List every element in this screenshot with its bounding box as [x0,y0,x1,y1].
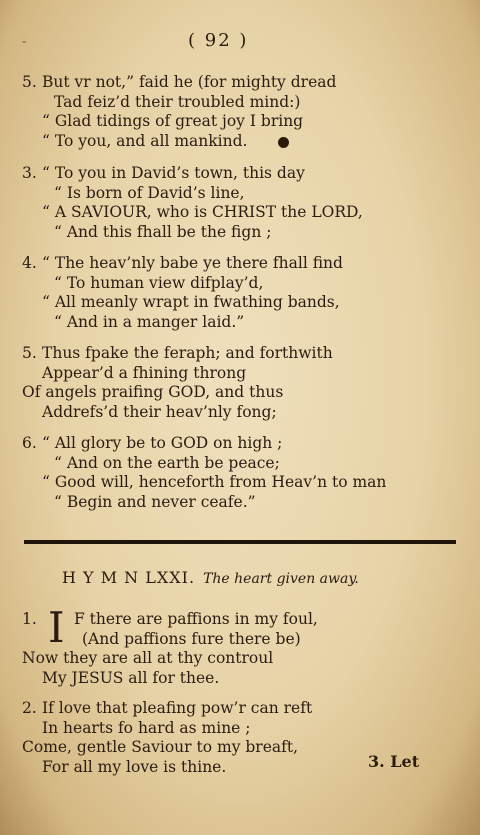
hymn-title [62,568,359,587]
stanza-number: 4. [22,254,37,272]
stanza-line [22,434,462,454]
ink-blot [278,137,289,148]
stanza-line [22,132,462,152]
stanza-line-text: For all my love is thine. [42,757,227,776]
stanza-line [22,164,462,184]
hymn-subtitle: The heart given away. [203,571,359,587]
stanza-line [22,383,462,403]
stanza-line [22,454,462,474]
stanza-line-text: “ To you, and all mankind. [42,131,248,150]
stanza-number: 3. [22,164,37,182]
hymn-heading: H Y M N LXXI. [62,568,196,587]
stanza-line [22,223,462,243]
stanza-line [22,254,462,274]
stanza-line-text: “ And on the earth be peace; [54,453,280,472]
stanza-line-text: “ And in a manger laid.” [54,312,245,331]
stanza-line [22,184,462,204]
stanza-line-text: Now they are all at thy controul [22,649,274,667]
stanza-line-text: In hearts fo hard as mine ; [42,718,251,737]
stanza-line-text: “ To you in David’s town, this day [42,164,305,182]
stanza-line-text: Come, gentle Saviour to my breaft, [22,738,299,756]
stanza-line-text: “ The heav’nly babe ye there fhall find [42,254,343,272]
stanza-line-text: (And paffions fure there be) [82,629,301,648]
stanza-line-text: Thus fpake the feraph; and forthwith [42,344,333,362]
stanza-line-text: Addrefs’d their heav’nly fong; [42,402,277,421]
margin-mark: ˗ [22,34,27,50]
stanza-line-text: “ Good will, henceforth from Heav’n to man [42,473,387,491]
stanza-line [22,403,462,423]
stanza-line [22,293,462,313]
stanza-line-text: F there are paffions in my foul, [74,610,318,628]
stanza-line [22,630,462,650]
stanza-number: 2. [22,699,37,717]
stanza-line-text: “ All meanly wrapt in fwathing bands, [42,293,340,311]
stanza-line-text: Appear’d a fhining throng [42,363,247,382]
stanza-line-text: Of angels praifing GOD, and thus [22,383,284,401]
stanza-number: 1. [22,610,37,628]
stanza-line [22,719,462,739]
stanza-line [22,112,462,132]
stanza-line [22,93,462,113]
stanza-line-text: “ To human view difplay’d, [54,273,264,292]
stanza-line [22,610,462,630]
stanza-line [22,313,462,333]
stanza-line [22,669,462,689]
stanza-line [22,274,462,294]
section-divider [24,540,456,544]
stanza-5-top [22,73,462,151]
stanza-line-text: “ Glad tidings of great joy I bring [42,112,304,130]
stanza-line-text: “ Begin and never ceafe.” [54,492,256,511]
stanza-line-text: My JESUS all for thee. [42,668,220,687]
stanza-number: 5. [22,73,37,91]
hymn-stanza-1 [22,603,462,688]
catchword: 3. Let [368,752,420,771]
stanza-5 [22,344,462,422]
stanza-line [22,699,462,719]
drop-cap: I [48,603,65,652]
stanza-line [22,649,462,669]
stanza-line-text: Tad feiz’d their troubled mind:) [54,92,301,111]
stanza-3 [22,164,462,242]
stanza-line-text: “ All glory be to GOD on high ; [42,434,283,452]
stanza-line [22,73,462,93]
stanza-line-text: If love that pleafing pow’r can reft [42,699,313,717]
stanza-line-text: “ And this fhall be the fign ; [54,222,272,241]
stanza-line-text: But vr not,” faid he (for mighty dread [42,73,337,91]
stanza-line-text: “ Is born of David’s line, [54,183,245,202]
stanza-4 [22,254,462,332]
stanza-line [22,493,462,513]
stanza-line [22,473,462,493]
stanza-number: 6. [22,434,37,452]
stanza-line [22,203,462,223]
page-number: ( 92 ) [188,30,249,51]
stanza-number: 5. [22,344,37,362]
stanza-line-text: “ A SAVIOUR, who is CHRIST the LORD, [42,203,363,221]
stanza-6 [22,434,462,512]
stanza-line [22,344,462,364]
stanza-line [22,364,462,384]
